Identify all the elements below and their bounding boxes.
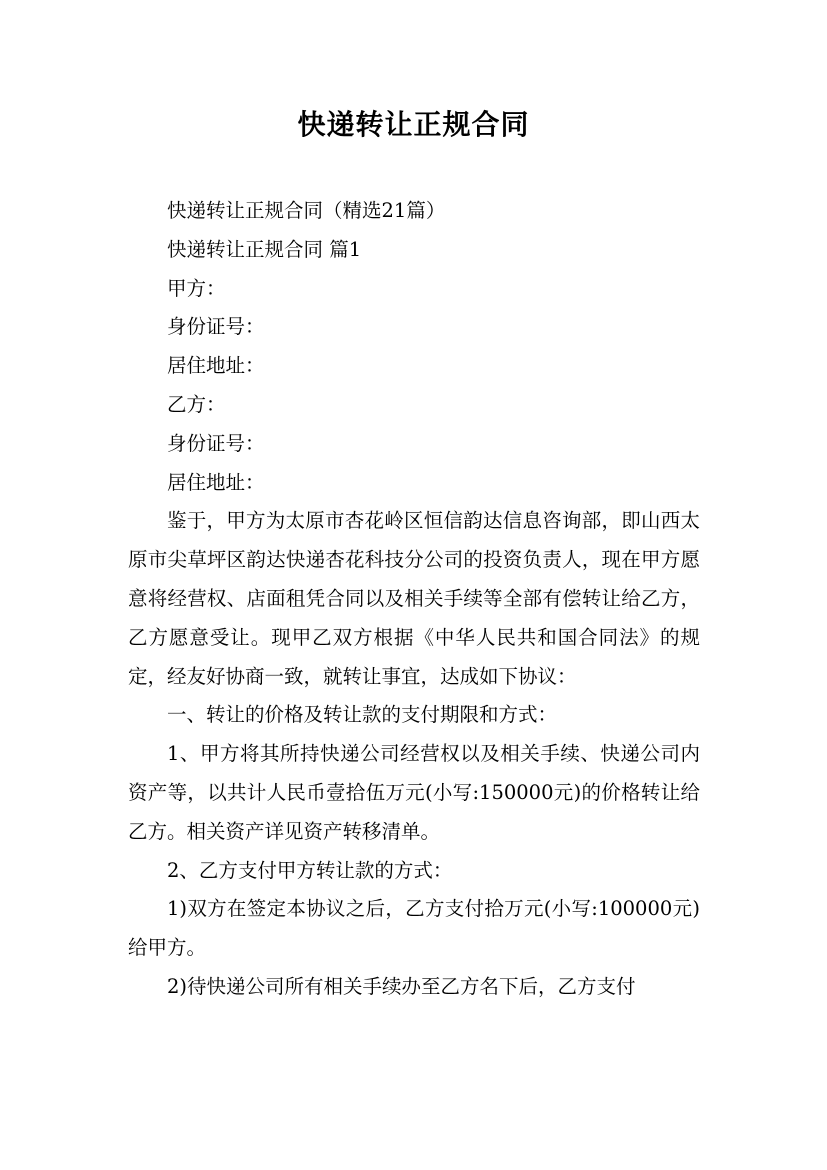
paragraph-clause-1-1: 1、甲方将其所持快递公司经营权以及相关手续、快递公司内资产等，以共计人民币壹拾伍万元(小写:150000元)的价格转让给乙方。相关资产详见资产转移清单。 <box>128 742 700 843</box>
paragraph-party-b-address: 居住地址： <box>167 470 265 494</box>
paragraph-clause-1-2: 2、乙方支付甲方转让款的方式： <box>167 858 453 882</box>
document-body <box>128 192 700 1007</box>
paragraph-clause-1-2-1: 1)双方在签定本协议之后，乙方支付拾万元(小写:100000元)给甲方。 <box>128 897 700 960</box>
document-title: 快递转让正规合同 <box>297 108 530 141</box>
paragraph-party-b-id: 身份证号： <box>167 431 265 455</box>
paragraph-party-a-id: 身份证号： <box>167 315 265 339</box>
paragraph-clause-1-2-2: 2)待快递公司所有相关手续办至乙方名下后，乙方支付 <box>167 974 636 998</box>
paragraph-party-a: 甲方： <box>167 276 226 300</box>
paragraph-clause-1-heading: 一、转让的价格及转让款的支付期限和方式： <box>167 703 558 727</box>
paragraph-party-b: 乙方： <box>167 392 226 416</box>
paragraph-preamble: 鉴于，甲方为太原市杏花岭区恒信韵达信息咨询部，即山西太原市尖草坪区韵达快递杏花科技分公司的投资负责人，现在甲方愿意将经营权、店面租凭合同以及相关手续等全部有偿转让给乙方，乙方愿意受让。现甲乙双方根据《中华人民共和国合同法》的规定，经友好协商一致，就转让事宜，达成如下协议： <box>128 509 700 688</box>
paragraph-subtitle: 快递转让正规合同（精选21篇） <box>167 199 446 222</box>
paragraph-party-a-address: 居住地址： <box>167 354 265 378</box>
paragraph-section-heading: 快递转让正规合同 篇1 <box>167 237 362 261</box>
